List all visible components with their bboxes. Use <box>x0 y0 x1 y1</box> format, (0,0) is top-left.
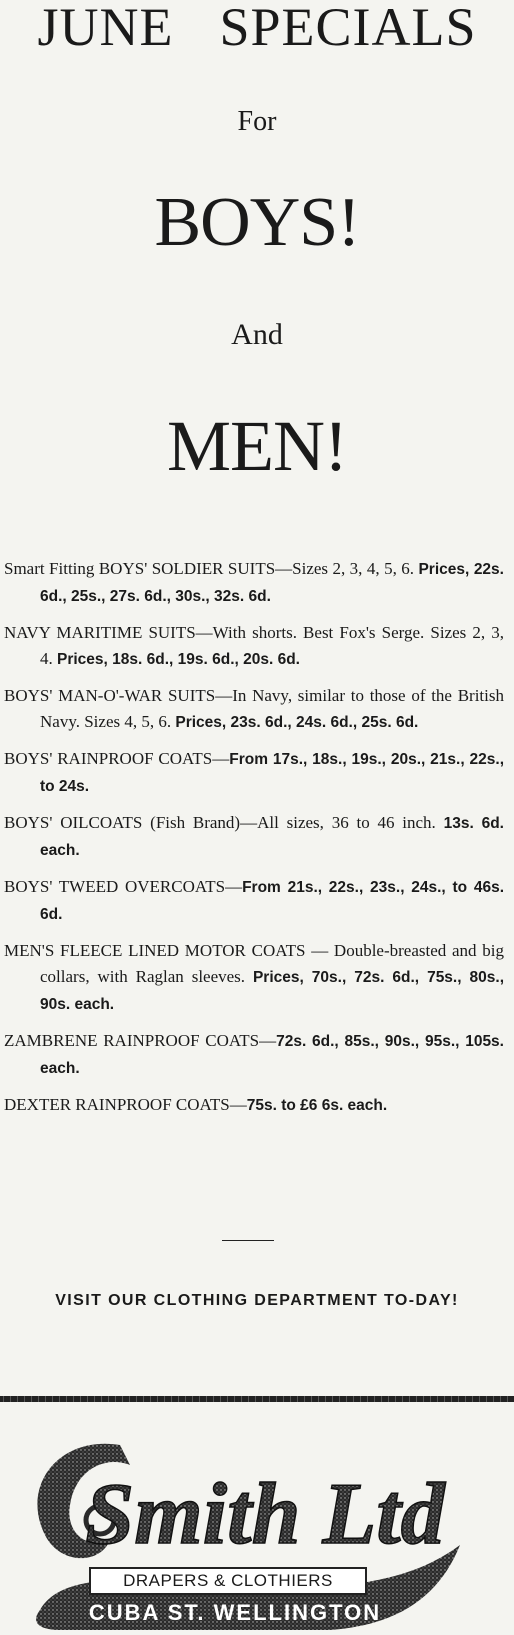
logo-script-text: Smith Ltd <box>85 1466 445 1563</box>
list-item: Smart Fitting BOYS' SOLDIER SUITS—Sizes 2, 3, 4, 5, 6. Prices, 22s. 6d., 25s., 27s. 6d., 30s., 32s. 6d. <box>4 559 504 605</box>
thick-divider <box>0 1396 514 1402</box>
list-item: ZAMBRENE RAINPROOF COATS—72s. 6d., 85s., 90s., 95s., 105s. each. <box>4 1031 504 1077</box>
list-item: BOYS' MAN-O'-WAR SUITS—In Navy, similar to those of the British Navy. Sizes 4, 5, 6. Prices, 23s. 6d., 24s. 6d., 25s. 6d. <box>4 686 504 731</box>
list-item: BOYS' RAINPROOF COATS—From 17s., 18s., 19s., 20s., 21s., 22s., to 24s. <box>4 749 504 795</box>
short-divider <box>222 1240 274 1241</box>
men-heading: MEN! <box>167 406 347 486</box>
headline-word-june: JUNE <box>37 0 174 57</box>
boys-heading: BOYS! <box>154 184 360 261</box>
product-list <box>4 556 504 1129</box>
list-item: DEXTER RAINPROOF COATS—75s. to £6 6s. each. <box>4 1095 388 1114</box>
list-item: BOYS' OILCOATS (Fish Brand)—All sizes, 36 to 46 inch. 13s. 6d. each. <box>4 813 504 859</box>
for-label: For <box>237 106 277 137</box>
logo-street: CUBA ST. WELLINGTON <box>88 1600 382 1625</box>
logo-subtitle: DRAPERS & CLOTHIERS <box>89 1567 367 1595</box>
list-item: BOYS' TWEED OVERCOATS—From 21s., 22s., 23s., 24s., to 46s. 6d. <box>4 877 505 923</box>
list-item: MEN'S FLEECE LINED MOTOR COATS — Double-breasted and big collars, with Raglan sleeves. Prices, 70s., 72s. 6d., 75s., 80s., 90s. each. <box>4 941 504 1013</box>
visit-callout: VISIT OUR CLOTHING DEPARTMENT TO-DAY! <box>55 1292 459 1309</box>
headline <box>0 0 514 57</box>
headline-word-specials: SPECIALS <box>219 0 477 57</box>
and-label: And <box>231 318 283 351</box>
list-item: NAVY MARITIME SUITS—With shorts. Best Fox's Serge. Sizes 2, 3, 4. Prices, 18s. 6d., 19s. 6d., 20s. 6d. <box>4 623 504 668</box>
